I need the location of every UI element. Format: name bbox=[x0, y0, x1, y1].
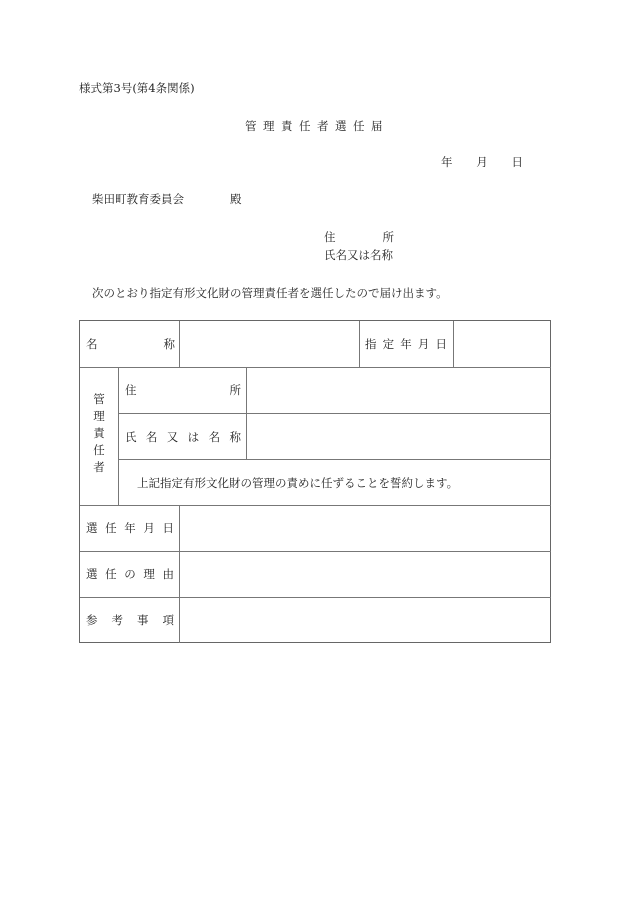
label-char: 日 bbox=[162, 521, 174, 535]
label-char: 理 bbox=[143, 567, 155, 581]
page-title: 管理責任者選任届 bbox=[245, 119, 389, 133]
label-char: 管 bbox=[93, 392, 105, 406]
label-char: 名 bbox=[86, 337, 98, 351]
label-char: 住 bbox=[125, 383, 137, 397]
label-char: 任 bbox=[93, 443, 105, 457]
manager-label bbox=[80, 391, 118, 476]
form-number: 様式第3号(第4条関係) bbox=[79, 81, 195, 95]
day-label: 日 bbox=[511, 155, 523, 169]
label-char: 選 bbox=[86, 567, 98, 581]
label-char: 責 bbox=[93, 426, 105, 440]
label-char: 年 bbox=[400, 337, 412, 351]
label-char: 項 bbox=[162, 613, 174, 627]
divider bbox=[118, 367, 119, 505]
appointment-date-field[interactable] bbox=[180, 506, 551, 551]
applicant-name-label: 氏名又は名称 bbox=[324, 248, 393, 262]
manager-name-field[interactable] bbox=[247, 414, 551, 459]
appointment-date-label bbox=[86, 521, 174, 535]
label-char: 由 bbox=[162, 567, 174, 581]
label-char: 指 bbox=[365, 337, 377, 351]
label-char: 月 bbox=[143, 521, 155, 535]
pledge-text: 上記指定有形文化財の管理の責めに任ずることを誓約します。 bbox=[137, 476, 459, 490]
label-char: 任 bbox=[105, 521, 117, 535]
label-char: 称 bbox=[229, 430, 241, 444]
reason-field[interactable] bbox=[180, 552, 551, 597]
reason-label bbox=[86, 567, 174, 581]
label-char: 名 bbox=[208, 430, 221, 444]
applicant-address-label bbox=[324, 230, 394, 244]
label-char: 事 bbox=[137, 613, 149, 627]
month-label: 月 bbox=[476, 155, 488, 169]
label-char: 月 bbox=[417, 337, 430, 351]
label-char: 氏 bbox=[125, 430, 137, 444]
addressee: 柴田町教育委員会 bbox=[92, 192, 184, 206]
label-char: 参 bbox=[86, 613, 98, 627]
manager-address-label bbox=[125, 383, 241, 397]
label-char: 日 bbox=[435, 337, 447, 351]
date-line bbox=[441, 155, 523, 169]
honorific: 殿 bbox=[230, 192, 242, 206]
intro-text: 次のとおり指定有形文化財の管理責任者を選任したので届け出ます。 bbox=[92, 286, 448, 300]
divider bbox=[118, 459, 551, 460]
label-char: 所 bbox=[382, 230, 394, 244]
manager-address-field[interactable] bbox=[247, 368, 551, 413]
name-field[interactable] bbox=[180, 321, 359, 367]
label-char: 理 bbox=[93, 409, 105, 423]
label-char: 任 bbox=[105, 567, 117, 581]
designation-date-label bbox=[365, 337, 447, 351]
divider bbox=[359, 321, 360, 367]
label-char: の bbox=[124, 567, 136, 581]
label-char: は bbox=[187, 430, 200, 444]
manager-appointment-table bbox=[79, 320, 551, 643]
year-label: 年 bbox=[441, 155, 453, 169]
label-char: 名 bbox=[145, 430, 158, 444]
label-char: 選 bbox=[86, 521, 98, 535]
designation-date-field[interactable] bbox=[454, 321, 551, 367]
name-label bbox=[86, 337, 175, 351]
label-char: 又 bbox=[166, 430, 179, 444]
manager-name-label bbox=[125, 430, 241, 444]
label-char: 者 bbox=[93, 460, 105, 474]
notes-label bbox=[86, 613, 174, 627]
label-char: 考 bbox=[111, 613, 123, 627]
notes-field[interactable] bbox=[180, 598, 551, 642]
label-char: 所 bbox=[229, 383, 241, 397]
label-char: 年 bbox=[124, 521, 136, 535]
label-char: 称 bbox=[163, 337, 175, 351]
label-char: 定 bbox=[382, 337, 395, 351]
label-char: 住 bbox=[324, 230, 336, 244]
